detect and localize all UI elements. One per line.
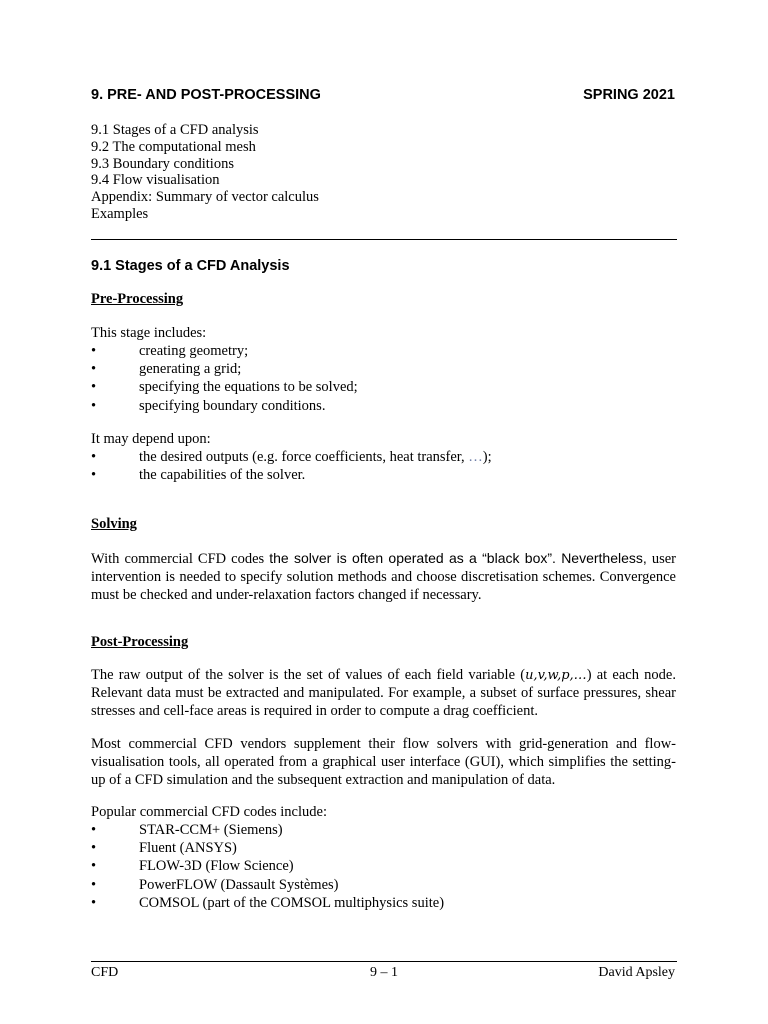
depends-intro: It may depend upon: <box>91 431 211 447</box>
toc-item: Appendix: Summary of vector calculus <box>91 189 319 206</box>
bullet-icon: • <box>91 343 97 359</box>
table-of-contents <box>91 122 319 223</box>
footer-divider <box>91 961 677 962</box>
depends-list <box>91 448 492 484</box>
page-footer <box>91 965 677 981</box>
footer-left: CFD <box>91 965 119 980</box>
bullet-icon: • <box>91 894 97 911</box>
list-item: • the capabilities of the solver. <box>91 467 306 484</box>
bullet-icon: • <box>91 876 97 893</box>
codes-intro: Popular commercial CFD codes include: <box>91 804 327 820</box>
chapter-title: 9. PRE- AND POST-PROCESSING <box>91 87 321 103</box>
field-variables-math: u,v,w,p,… <box>525 668 587 683</box>
bullet-icon: • <box>91 467 97 484</box>
toc-item: 9.2 The computational mesh <box>91 138 256 155</box>
cfd-codes-list <box>91 821 444 912</box>
bullet-icon: • <box>91 858 97 875</box>
solving-paragraph: With commercial CFD codes the solver is often operated as a “black box”. Nevertheless, user intervention is needed to specify solution methods and choose discretisation schemes. Convergence must be checked and under-relaxation factors changed if necessary. <box>91 550 676 603</box>
bullet-icon: • <box>91 822 97 838</box>
section-title: 9.1 Stages of a CFD Analysis <box>91 258 290 274</box>
list-item: • creating geometry; <box>91 343 249 359</box>
toc-item: Examples <box>91 205 149 222</box>
bullet-icon: • <box>91 397 97 414</box>
list-item: • STAR-CCM+ (Siemens) <box>91 822 283 838</box>
preprocessing-intro: This stage includes: <box>91 325 207 341</box>
bullet-icon: • <box>91 379 97 396</box>
toc-item: 9.4 Flow visualisation <box>91 172 220 189</box>
list-item: • PowerFLOW (Dassault Systèmes) <box>91 876 339 893</box>
list-item: • specifying the equations to be solved; <box>91 379 358 396</box>
postprocessing-paragraph-2: Most commercial CFD vendors supplement their flow solvers with grid-generation and flow-visualisation tools, all operated from a graphical user interface (GUI), which simplifies the setting-up of a CFD simulation and the subsequent extraction and manipulation of data. <box>91 736 676 788</box>
ellipsis-text: … <box>468 449 483 465</box>
bullet-icon: • <box>91 361 97 378</box>
postprocessing-paragraph-1: The raw output of the solver is the set of values of each field variable (u,v,w,p,…) at each node. Relevant data must be extracted and manipulated. For example, a subset of surface pressures, shear stresses and cell-face areas is required in order to compute a drag coefficient. <box>91 667 676 719</box>
toc-item: 9.3 Boundary conditions <box>91 155 234 172</box>
bullet-icon: • <box>91 449 97 465</box>
list-item: • FLOW-3D (Flow Science) <box>91 858 294 875</box>
list-item: • COMSOL (part of the COMSOL multiphysics suite) <box>91 894 445 911</box>
list-item: • the desired outputs (e.g. force coefficients, heat transfer, …); <box>91 449 492 465</box>
solving-heading: Solving <box>91 516 137 532</box>
bullet-icon: • <box>91 840 97 857</box>
postprocessing-heading: Post-Processing <box>91 634 189 650</box>
toc-item: 9.1 Stages of a CFD analysis <box>91 122 259 138</box>
page-number: 9 – 1 <box>370 965 398 980</box>
term-label: SPRING 2021 <box>583 87 675 103</box>
header-divider <box>91 239 677 240</box>
preprocessing-list <box>91 342 358 415</box>
list-item: • specifying boundary conditions. <box>91 397 326 414</box>
footer-author: David Apsley <box>598 965 675 980</box>
list-item: • Fluent (ANSYS) <box>91 840 237 857</box>
preprocessing-heading: Pre-Processing <box>91 291 184 307</box>
list-item: • generating a grid; <box>91 361 242 378</box>
page-header <box>91 87 677 103</box>
